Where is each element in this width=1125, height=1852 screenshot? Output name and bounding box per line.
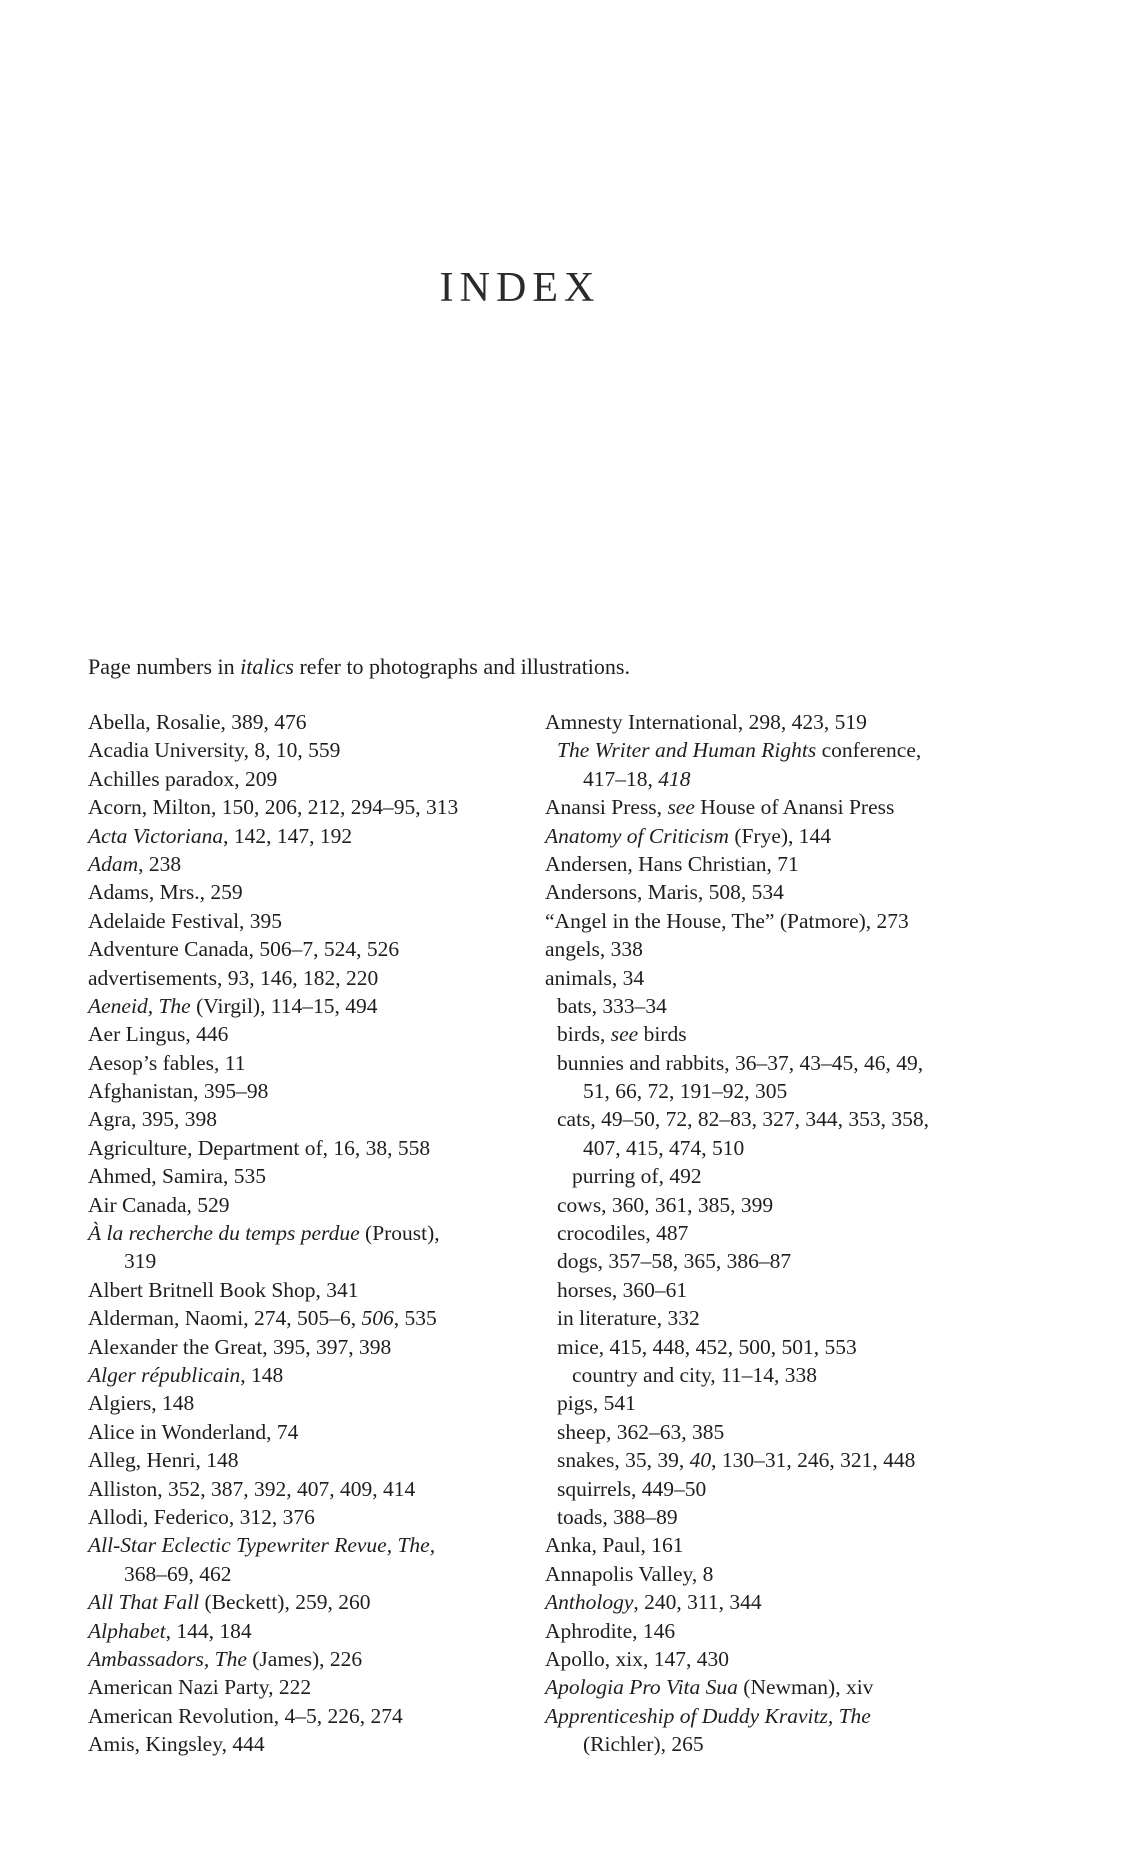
index-subentry [545,1191,1025,1219]
text: , 238 [138,851,182,876]
text: Andersons, Maris, 508, 534 [545,880,784,905]
index-entry [88,736,528,764]
index-entry [88,1077,528,1105]
index-entry [88,793,528,821]
text: angels, 338 [545,937,643,962]
text: (Richler), 265 [583,1732,704,1757]
text: , 148 [240,1362,284,1387]
text: 51, 66, 72, 191–92, 305 [583,1079,788,1104]
index-entry [88,1418,528,1446]
text: American Nazi Party, 222 [88,1675,312,1700]
text: Anansi Press, [545,795,668,820]
index-entry [88,822,528,850]
index-entry [545,793,1025,821]
index-entry [545,1531,1025,1559]
index-subentry [545,1105,1025,1133]
index-entry [88,1588,528,1616]
index-subentry [545,1247,1025,1275]
text: dogs, 357–58, 365, 386–87 [557,1249,792,1274]
text: cats, 49–50, 72, 82–83, 327, 344, 353, 358, [557,1107,930,1132]
index-entry [545,878,1025,906]
text: purring of, 492 [572,1164,702,1189]
italic-text: Ambassadors, The [88,1646,247,1671]
index-entry-continuation [88,1247,528,1275]
text: , 240, 311, 344 [633,1590,762,1615]
index-entry [545,1702,1025,1730]
text: “Angel in the House, The” (Patmore), 273 [545,908,909,933]
index-subentry [545,1475,1025,1503]
index-entry [88,765,528,793]
text: snakes, 35, 39, [557,1448,690,1473]
text: advertisements, 93, 146, 182, 220 [88,965,379,990]
text: Alliston, 352, 387, 392, 407, 409, 414 [88,1476,416,1501]
index-entry [88,1361,528,1389]
italic-text: Alger républicain [88,1362,241,1387]
index-entry [545,1617,1025,1645]
italic-text: Adam [88,851,139,876]
italic-text: see [667,795,695,820]
italic-text: 418 [658,766,691,791]
text: 417–18, [583,766,659,791]
index-entry [88,1191,528,1219]
index-entry-continuation [545,765,1025,793]
index-subentry [545,1418,1025,1446]
text: Albert Britnell Book Shop, 341 [88,1277,359,1302]
text: , 535 [393,1306,437,1331]
italic-text: Acta Victoriana [88,823,224,848]
index-entry [545,708,1025,736]
text: pigs, 541 [557,1391,636,1416]
text: birds [638,1022,687,1047]
text: Afghanistan, 395–98 [88,1079,269,1104]
index-entry-continuation [545,1134,1025,1162]
text: American Revolution, 4–5, 226, 274 [88,1703,403,1728]
text: bats, 333–34 [557,993,667,1018]
index-entry [545,1645,1025,1673]
index-entry [545,850,1025,878]
index-entry [88,992,528,1020]
italic-text: Apologia Pro Vita Sua [545,1675,738,1700]
index-entry [88,878,528,906]
text: sheep, 362–63, 385 [557,1419,725,1444]
italic-text: Anatomy of Criticism [545,823,729,848]
index-entry [88,1617,528,1645]
text: animals, 34 [545,965,645,990]
text: Amis, Kingsley, 444 [88,1732,265,1757]
index-entry [545,1673,1025,1701]
italic-text: The Writer and Human Rights [557,738,817,763]
text: Ahmed, Samira, 535 [88,1164,266,1189]
index-subentry [545,736,1025,764]
index-entry-continuation [88,1560,528,1588]
text: (Proust), [359,1221,440,1246]
text: Annapolis Valley, 8 [545,1561,714,1586]
text: refer to photographs and illustrations. [293,654,630,679]
index-entry [88,1304,528,1332]
index-subentry [545,1446,1025,1474]
text: Adams, Mrs., 259 [88,880,243,905]
index-entry [88,1020,528,1048]
index-entry [88,1049,528,1077]
text: toads, 388–89 [557,1504,678,1529]
text: in literature, 332 [557,1306,700,1331]
index-column-right [545,708,1025,1758]
index-column-left [88,708,528,1758]
text: Page numbers in [88,654,241,679]
index-entry [545,822,1025,850]
text: Adventure Canada, 506–7, 524, 526 [88,937,400,962]
index-subentry [545,1361,1025,1389]
index-subentry [545,1020,1025,1048]
text: Achilles paradox, 209 [88,766,278,791]
index-entry [88,1333,528,1361]
text: (Virgil), 114–15, 494 [190,993,378,1018]
index-entry [88,1389,528,1417]
text: 368–69, 462 [124,1561,232,1586]
index-entry [88,1276,528,1304]
text: 319 [124,1249,157,1274]
index-entry [545,935,1025,963]
index-note [88,654,630,680]
text: Alice in Wonderland, 74 [88,1419,299,1444]
index-subentry [545,1049,1025,1077]
index-entry [545,1588,1025,1616]
index-subentry [545,1162,1025,1190]
index-entry [88,1645,528,1673]
index-subentry [545,1304,1025,1332]
index-entry [88,1134,528,1162]
index-subentry [545,1333,1025,1361]
text: horses, 360–61 [557,1277,688,1302]
index-entry [88,1503,528,1531]
text: (Newman), xiv [737,1675,874,1700]
italic-text: see [610,1022,639,1047]
index-entry [88,1219,528,1247]
text: mice, 415, 448, 452, 500, 501, 553 [557,1334,857,1359]
text: Acorn, Milton, 150, 206, 212, 294–95, 313 [88,795,459,820]
index-entry [88,1446,528,1474]
text: , 130–31, 246, 321, 448 [711,1448,916,1473]
text: Acadia University, 8, 10, 559 [88,738,341,763]
text: cows, 360, 361, 385, 399 [557,1192,774,1217]
index-entry-continuation [545,1077,1025,1105]
italic-text: 506 [361,1306,394,1331]
text: 407, 415, 474, 510 [583,1135,745,1160]
italic-text: Alphabet [88,1618,166,1643]
text: (James), 226 [246,1646,363,1671]
text: Alderman, Naomi, 274, 505–6, [88,1306,362,1331]
index-entry-continuation [545,1730,1025,1758]
text: Anka, Paul, 161 [545,1533,684,1558]
text: Allodi, Federico, 312, 376 [88,1504,315,1529]
text: crocodiles, 487 [557,1221,689,1246]
text: Algiers, 148 [88,1391,195,1416]
index-entry [88,850,528,878]
text: Aer Lingus, 446 [88,1022,229,1047]
index-subentry [545,1219,1025,1247]
text: Amnesty International, 298, 423, 519 [545,710,867,734]
text: Alleg, Henri, 148 [88,1448,239,1473]
index-entry [88,1531,528,1559]
index-entry [88,935,528,963]
italic-text: All-Star Eclectic Typewriter Revue, The, [88,1533,436,1558]
text: Aesop’s fables, 11 [88,1050,246,1075]
index-entry [88,1673,528,1701]
index-subentry [545,1389,1025,1417]
text: House of Anansi Press [694,795,895,820]
text: Adelaide Festival, 395 [88,908,283,933]
index-entry [545,1560,1025,1588]
italic-text: 40 [689,1448,712,1473]
text: Agra, 395, 398 [88,1107,217,1132]
text: , 142, 147, 192 [223,823,353,848]
text: conference, [816,738,922,763]
text: country and city, 11–14, 338 [572,1362,818,1387]
index-subentry [545,1276,1025,1304]
text: (Beckett), 259, 260 [199,1590,371,1615]
italic-text: À la recherche du temps perdue [88,1221,360,1246]
text: birds, [557,1022,611,1047]
italic-text: italics [240,654,294,679]
index-entry [88,964,528,992]
text: Alexander the Great, 395, 397, 398 [88,1334,392,1359]
text: Andersen, Hans Christian, 71 [545,851,799,876]
text: Aphrodite, 146 [545,1618,676,1643]
index-entry [88,1162,528,1190]
text: Air Canada, 529 [88,1192,230,1217]
text: squirrels, 449–50 [557,1476,707,1501]
italic-text: Anthology [545,1590,634,1615]
italic-text: All That Fall [88,1590,200,1615]
index-subentry [545,992,1025,1020]
text: , 144, 184 [165,1618,252,1643]
text: Apollo, xix, 147, 430 [545,1646,729,1671]
index-entry [88,907,528,935]
index-entry [88,1702,528,1730]
text: (Frye), 144 [728,823,832,848]
index-entry [545,964,1025,992]
index-entry [88,1475,528,1503]
index-entry [88,1105,528,1133]
index-entry [545,907,1025,935]
text: bunnies and rabbits, 36–37, 43–45, 46, 49, [557,1050,924,1075]
index-entry [88,708,528,736]
italic-text: Apprenticeship of Duddy Kravitz, The [545,1703,871,1728]
index-entry [88,1730,528,1758]
text: Agriculture, Department of, 16, 38, 558 [88,1135,431,1160]
index-subentry [545,1503,1025,1531]
page-title: INDEX [439,265,601,312]
italic-text: Aeneid, The [88,993,191,1018]
text: Abella, Rosalie, 389, 476 [88,710,307,734]
